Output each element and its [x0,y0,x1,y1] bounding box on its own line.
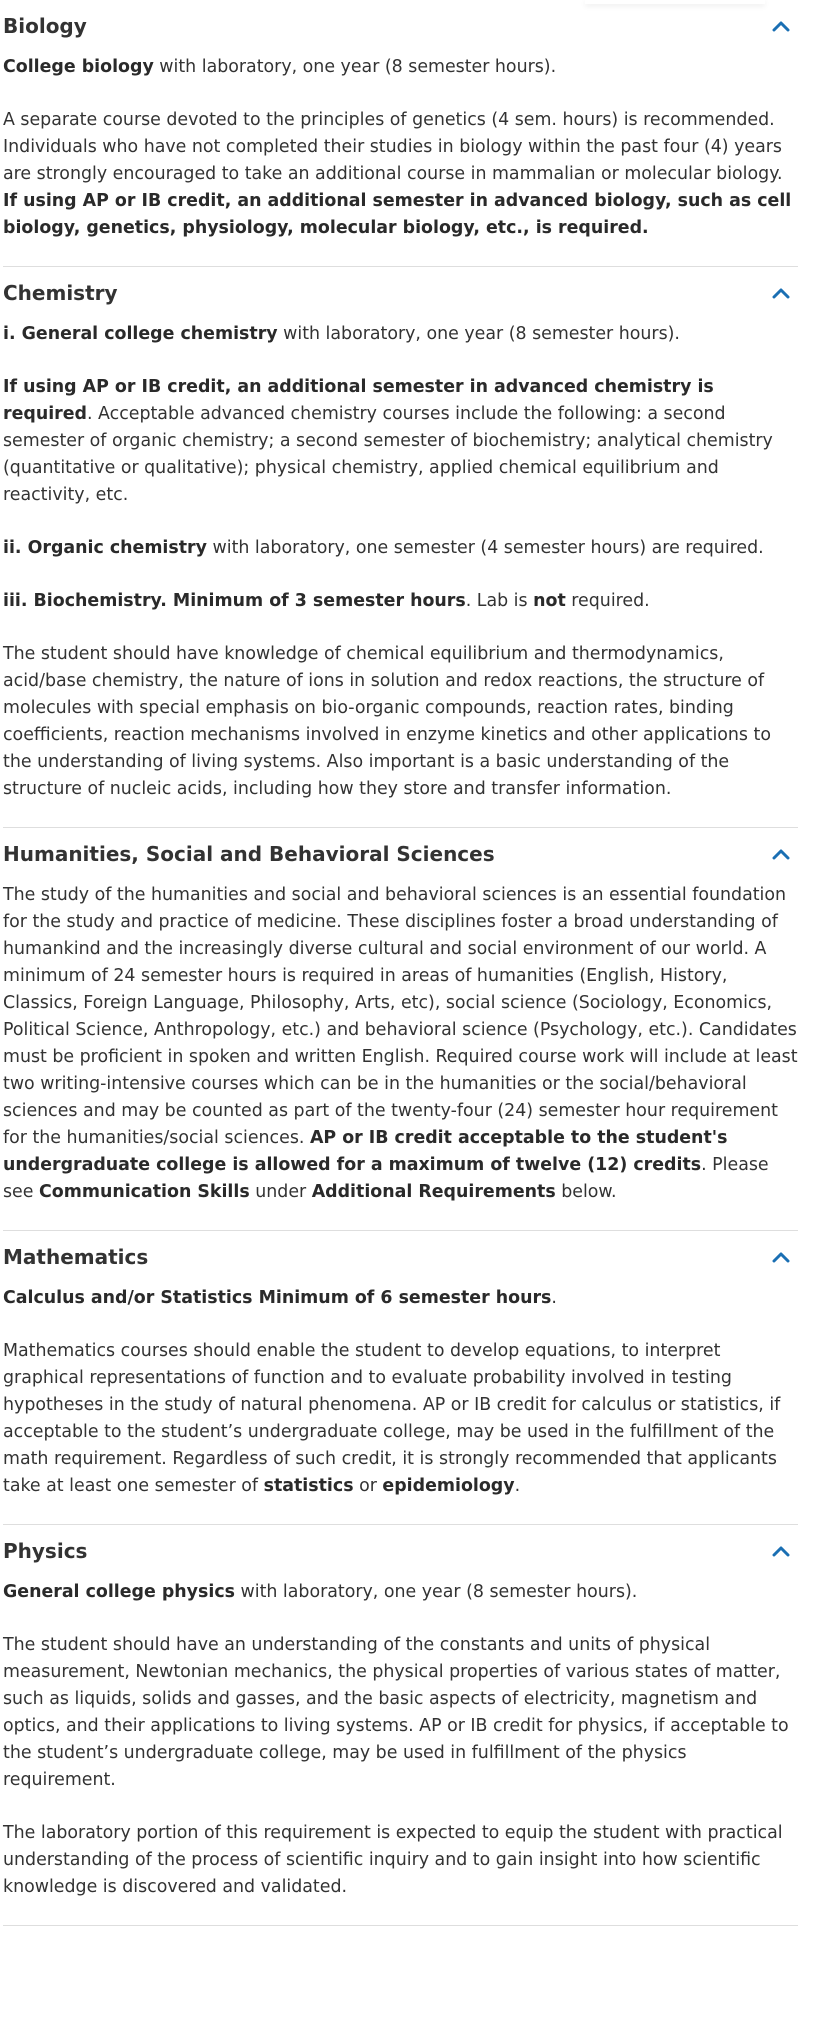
paragraph [3,1632,798,1794]
text: A separate course devoted to the principles of genetics (4 sem. hours) is recommended. Individuals who have not completed their studies in biology within the past four (4) years are strongly encouraged to take an additional course in mammalian or molecular biology. [3,110,783,184]
section-body [3,1283,798,1524]
bold-text: Communication Skills [39,1182,250,1202]
chevron-up-icon[interactable] [768,280,794,306]
top-shadow [585,0,765,4]
text: . Please see [3,1155,769,1202]
text: The student should have knowledge of chemical equilibrium and thermodynamics, acid/base chemistry, the nature of ions in solution and redox reactions, the structure of molecules with special emphasis on bio-organic compounds, reaction rates, binding coefficients, reaction mechanisms involved in enzyme kinetics and other applications to the understanding of living systems. Also important is a basic understanding of the structure of nucleic acids, including how they store and transfer information. [3,644,771,799]
text: . Acceptable advanced chemistry courses include the following: a second semester of organic chemistry; a second semester of biochemistry; analytical chemistry (quantitative or qualitative); physical chemistry, applied chemical equilibrium and reactivity, etc. [3,404,773,505]
paragraph [3,641,798,803]
bold-text: ii. Organic chemistry [3,538,207,558]
bold-text: epidemiology [382,1476,515,1496]
text: with laboratory, one year (8 semester hours). [234,1582,638,1602]
text: required. [565,591,650,611]
text: with laboratory, one year (8 semester hours). [277,324,680,344]
paragraph [3,588,798,615]
paragraph [3,374,798,509]
section-header-humanities-social-and-behavioral-sciences[interactable] [3,828,798,880]
paragraph [3,321,798,348]
section-header-physics[interactable] [3,1525,798,1577]
text: The student should have an understanding of the constants and units of physical measurement, Newtonian mechanics, the physical properties of various states of matter, such as liquids, solids and gasses, and the basic aspects of electricity, magnetism and optics, and their applications to living systems. AP or IB credit for physics, if acceptable to the student’s undergraduate college, may be used in fulfillment of the physics requirement. [3,1635,789,1790]
section-body [3,880,798,1230]
section-header-chemistry[interactable] [3,267,798,319]
paragraph [3,882,798,1206]
section-humanities-social-and-behavioral-sciences [3,828,798,1231]
paragraph [3,107,798,242]
section-physics [3,1525,798,1926]
paragraph [3,1579,798,1606]
section-title: Mathematics [3,1245,149,1269]
bold-text: Calculus and/or Statistics Minimum of 6 semester hours [3,1288,552,1308]
section-title: Chemistry [3,281,118,305]
bold-text: iii. Biochemistry. Minimum of 3 semester hours [3,591,466,611]
section-title: Humanities, Social and Behavioral Sciences [3,842,495,866]
paragraph [3,54,798,81]
chevron-up-icon[interactable] [768,13,794,39]
section-title: Physics [3,1539,88,1563]
paragraph [3,1338,798,1500]
paragraph [3,1285,798,1312]
bold-text: If using AP or IB credit, an additional semester in advanced chemistry is required [3,377,714,424]
bold-text: College biology [3,57,154,77]
section-body [3,1577,798,1925]
text: with laboratory, one year (8 semester hours). [153,57,557,77]
bold-text: AP or IB credit acceptable to the student's undergraduate college is allowed for a maximum of twelve (12) credits [3,1128,728,1175]
bold-text: statistics [263,1476,354,1496]
text: . [551,1288,557,1308]
bold-text: not [533,591,566,611]
text: below. [555,1182,617,1202]
section-title: Biology [3,14,87,38]
section-body [3,319,798,827]
bold-text: Additional Requirements [311,1182,556,1202]
section-header-biology[interactable] [3,0,798,52]
section-chemistry [3,267,798,828]
section-header-mathematics[interactable] [3,1231,798,1283]
text: The study of the humanities and social and behavioral sciences is an essential foundation for the study and practice of medicine. These disciplines foster a broad understanding of humankind and the increasingly diverse cultural and social environment of our world. A minimum of 24 semester hours is required in areas of humanities (English, History, Classics, Foreign Language, Philosophy, Arts, etc), social science (Sociology, Economics, Political Science, Anthropology, etc.) and behavioral science (Psychology, etc.). Candidates must be proficient in spoken and written English. Required course work will include at least two writing-intensive courses which can be in the humanities or the social/behavioral sciences and may be counted as part of the twenty-four (24) semester hour requirement for the humanities/social sciences. [3,885,798,1148]
text: with laboratory, one semester (4 semester hours) are required. [206,538,764,558]
section-body [3,52,798,266]
text: Mathematics courses should enable the student to develop equations, to interpret graphical representations of function and to evaluate probability involved in testing hypotheses in the study of natural phenomena. AP or IB credit for calculus or statistics, if acceptable to the student’s undergraduate college, may be used in the fulfillment of the math requirement. Regardless of such credit, it is strongly recommended that applicants take at least one semester of [3,1341,781,1496]
text: The laboratory portion of this requirement is expected to equip the student with practical understanding of the process of scientific inquiry and to gain insight into how scientific knowledge is discovered and validated. [3,1823,783,1897]
bold-text: General college physics [3,1582,235,1602]
section-mathematics [3,1231,798,1525]
section-biology [3,0,798,267]
bold-text: i. General college chemistry [3,324,278,344]
paragraph [3,535,798,562]
bold-text: If using AP or IB credit, an additional semester in advanced biology, such as cell biology, genetics, physiology, molecular biology, etc., is required. [3,191,792,238]
chevron-up-icon[interactable] [768,1244,794,1270]
paragraph [3,1820,798,1901]
text: . Lab is [465,591,534,611]
text: . [514,1476,521,1496]
text: or [353,1476,383,1496]
chevron-up-icon[interactable] [768,841,794,867]
chevron-up-icon[interactable] [768,1538,794,1564]
text: under [249,1182,312,1202]
